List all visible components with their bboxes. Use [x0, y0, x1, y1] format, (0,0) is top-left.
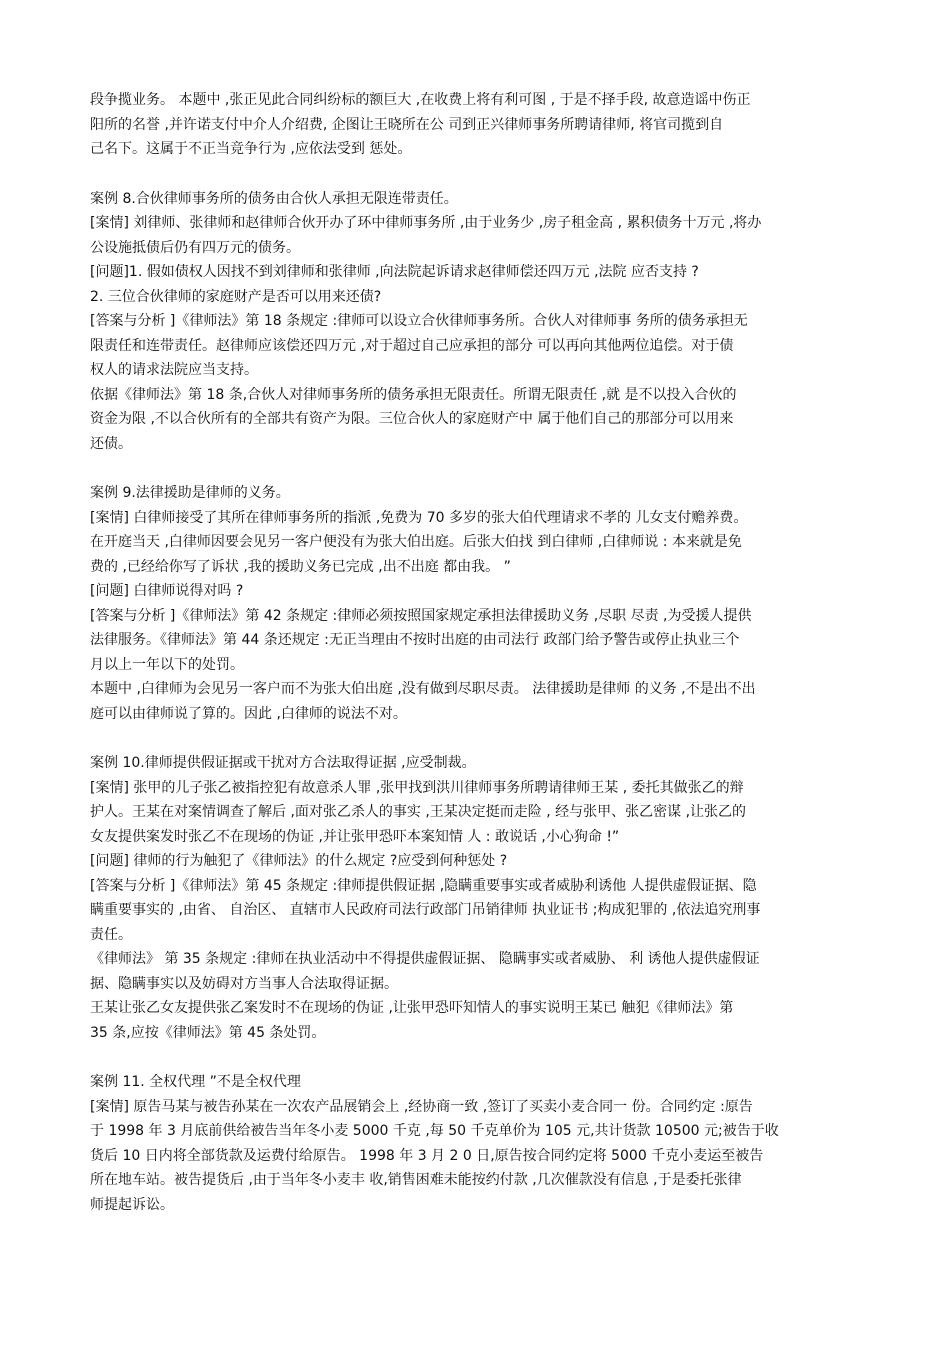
- text-line: [答案与分析 ]《律师法》第 42 条规定 :律师必须按照国家规定承担法律援助义务 ,尽职 尽责 ,为受援人提供: [90, 607, 752, 624]
- paragraph-gap: [90, 726, 860, 751]
- text-line: [案情] 白律师接受了其所在律师事务所的指派 ,免费为 70 多岁的张大伯代理请求不孝的 儿女支付赡养费。: [90, 509, 748, 526]
- paragraph: [90, 211, 860, 260]
- paragraph-gap: [90, 162, 860, 187]
- text-line: 案例 8.合伙律师事务所的债务由合伙人承担无限连带责任。: [90, 190, 458, 207]
- paragraph-gap: [90, 456, 860, 481]
- text-line: 己名下。这属于不正当竞争行为 ,应依法受到 惩处。: [90, 141, 412, 157]
- text-line: [答案与分析 ]《律师法》第 45 条规定 :律师提供假证据 ,隐瞒重要事实或者威胁利诱他 人提供虚假证据、隐: [90, 877, 757, 894]
- text-line: 限责任和连带责任。赵律师应该偿还四万元 ,对于超过自己应承担的部分 可以再向其他两位追偿。对于债: [90, 337, 734, 354]
- text-line: 案例 10.律师提供假证据或干扰对方合法取得证据 ,应受制裁。: [90, 755, 476, 771]
- text-line: 2. 三位合伙律师的家庭财产是否可以用来还债?: [90, 288, 382, 305]
- text-line: [案情] 原告马某与被告孙某在一次农产品展销会上 ,经协商一致 ,签订了买卖小麦合同一 份。合同约定 :原告: [90, 1098, 753, 1115]
- paragraph: [90, 481, 860, 506]
- text-line: 据、隐瞒事实以及妨碍对方当事人合法取得证据。: [90, 975, 398, 992]
- text-line: 师提起诉讼。: [90, 1196, 174, 1213]
- text-line: [案情] 张甲的儿子张乙被指控犯有故意杀人罪 ,张甲找到洪川律师事务所聘请律师王某 , 委托其做张乙的辩: [90, 779, 744, 796]
- text-line: 货后 10 日内将全部货款及运费付给原告。 1998 年 3 月 2 0 日,原告按合同约定将 5000 千克小麦运至被告: [90, 1147, 764, 1164]
- text-line: 月以上一年以下的处罚。: [90, 656, 244, 673]
- paragraph: [90, 309, 860, 383]
- text-line: 费的 ,已经给你写了诉状 ,我的援助义务已完成 ,出不出庭 都由我。 ”: [90, 558, 511, 575]
- paragraph: [90, 874, 860, 948]
- paragraph: [90, 947, 860, 996]
- text-line: 法律服务。《律师法》第 44 条还规定 :无正当理由不按时出庭的由司法行 政部门给予警告或停止执业三个: [90, 632, 740, 648]
- paragraph: [90, 187, 860, 212]
- text-line: 在开庭当天 ,白律师因要会见另一客户便没有为张大伯出庭。后张大伯找 到白律师 ,白律师说 : 本来就是免: [90, 534, 742, 550]
- text-line: 庭可以由律师说了算的。因此 ,白律师的说法不对。: [90, 705, 407, 722]
- paragraph: [90, 776, 860, 850]
- text-line: 案例 9.法律援助是律师的义务。: [90, 485, 290, 501]
- paragraph: [90, 1070, 860, 1095]
- text-line: [问题]1. 假如债权人因找不到刘律师和张律师 ,向法院起诉请求赵律师偿还四万元 ,法院 应否支持 ?: [90, 264, 699, 280]
- text-line: 《律师法》 第 35 条规定 :律师在执业活动中不得提供虚假证据、 隐瞒事实或者威胁、 利 诱他人提供虚假证: [90, 951, 760, 967]
- text-line: 瞒重要事实的 ,由省、 自治区、 直辖市人民政府司法行政部门吊销律师 执业证书 ;构成犯罪的 ,依法追究刑事: [90, 902, 761, 918]
- paragraph: [90, 579, 860, 604]
- text-line: 阳所的名誉 ,并许诺支付中介人介绍费, 企图让王晓所在公 司到正兴律师事务所聘请律师, 将官司揽到自: [90, 116, 724, 133]
- text-line: 案例 11. 全权代理 ”不是全权代理: [90, 1074, 301, 1090]
- paragraph: [90, 604, 860, 678]
- paragraph: [90, 849, 860, 874]
- text-line: 35 条,应按《律师法》第 45 条处罚。: [90, 1024, 326, 1041]
- text-line: [问题] 白律师说得对吗 ?: [90, 583, 244, 599]
- text-line: [案情] 刘律师、张律师和赵律师合伙开办了环中律师事务所 ,由于业务少 ,房子租金高 , 累积债务十万元 ,将办: [90, 215, 762, 231]
- text-line: [问题] 律师的行为触犯了《律师法》的什么规定 ?应受到何种惩处 ?: [90, 853, 508, 869]
- text-line: [答案与分析 ]《律师法》第 18 条规定 :律师可以设立合伙律师事务所。合伙人对律师事 务所的债务承担无: [90, 313, 748, 329]
- text-line: 本题中 ,白律师为会见另一客户而不为张大伯出庭 ,没有做到尽职尽责。 法律援助是律师 的义务 ,不是出不出: [90, 681, 756, 697]
- text-line: 还债。: [90, 435, 132, 452]
- text-line: 所在地车站。被告提货后 ,由于当年冬小麦丰 收,销售困难未能按约付款 ,几次催款没有信息 ,于是委托张律: [90, 1172, 742, 1188]
- text-line: 女友提供案发时张乙不在现场的伪证 ,并让张甲恐吓本案知情 人 : 敢说话 ,小心狗命 !”: [90, 828, 620, 845]
- text-line: 权人的请求法院应当支持。: [90, 362, 258, 378]
- text-line: 于 1998 年 3 月底前供给被告当年冬小麦 5000 千克 ,每 50 千克单价为 105 元,共计货款 10500 元;被告于收: [90, 1123, 779, 1139]
- paragraph: [90, 260, 860, 309]
- text-line: 段争揽业务。 本题中 ,张正见此合同纠纷标的额巨大 ,在收费上将有利可图 , 于是不择手段, 故意造谣中伤正: [90, 92, 751, 108]
- paragraph: [90, 383, 860, 457]
- text-line: 护人。王某在对案情调查了解后 ,面对张乙杀人的事实 ,王某决定挺而走险 , 经与张甲、张乙密谋 ,让张乙的: [90, 804, 747, 820]
- paragraph: [90, 996, 860, 1045]
- paragraph: [90, 1095, 860, 1218]
- text-line: 责任。: [90, 926, 132, 943]
- text-line: 资金为限 ,不以合伙所有的全部共有资产为限。三位合伙人的家庭财产中 属于他们自己的那部分可以用来: [90, 411, 734, 427]
- paragraph-gap: [90, 1045, 860, 1070]
- text-line: 依据《律师法》第 18 条,合伙人对律师事务所的债务承担无限责任。所谓无限责任 ,就 是不以投入合伙的: [90, 386, 737, 403]
- text-line: 公设施抵债后仍有四万元的债务。: [90, 239, 300, 256]
- paragraph: [90, 88, 860, 162]
- paragraph: [90, 506, 860, 580]
- paragraph: [90, 677, 860, 726]
- paragraph: [90, 751, 860, 776]
- text-line: 王某让张乙女友提供张乙案发时不在现场的伪证 ,让张甲恐吓知情人的事实说明王某已 触犯《律师法》第: [90, 1000, 734, 1016]
